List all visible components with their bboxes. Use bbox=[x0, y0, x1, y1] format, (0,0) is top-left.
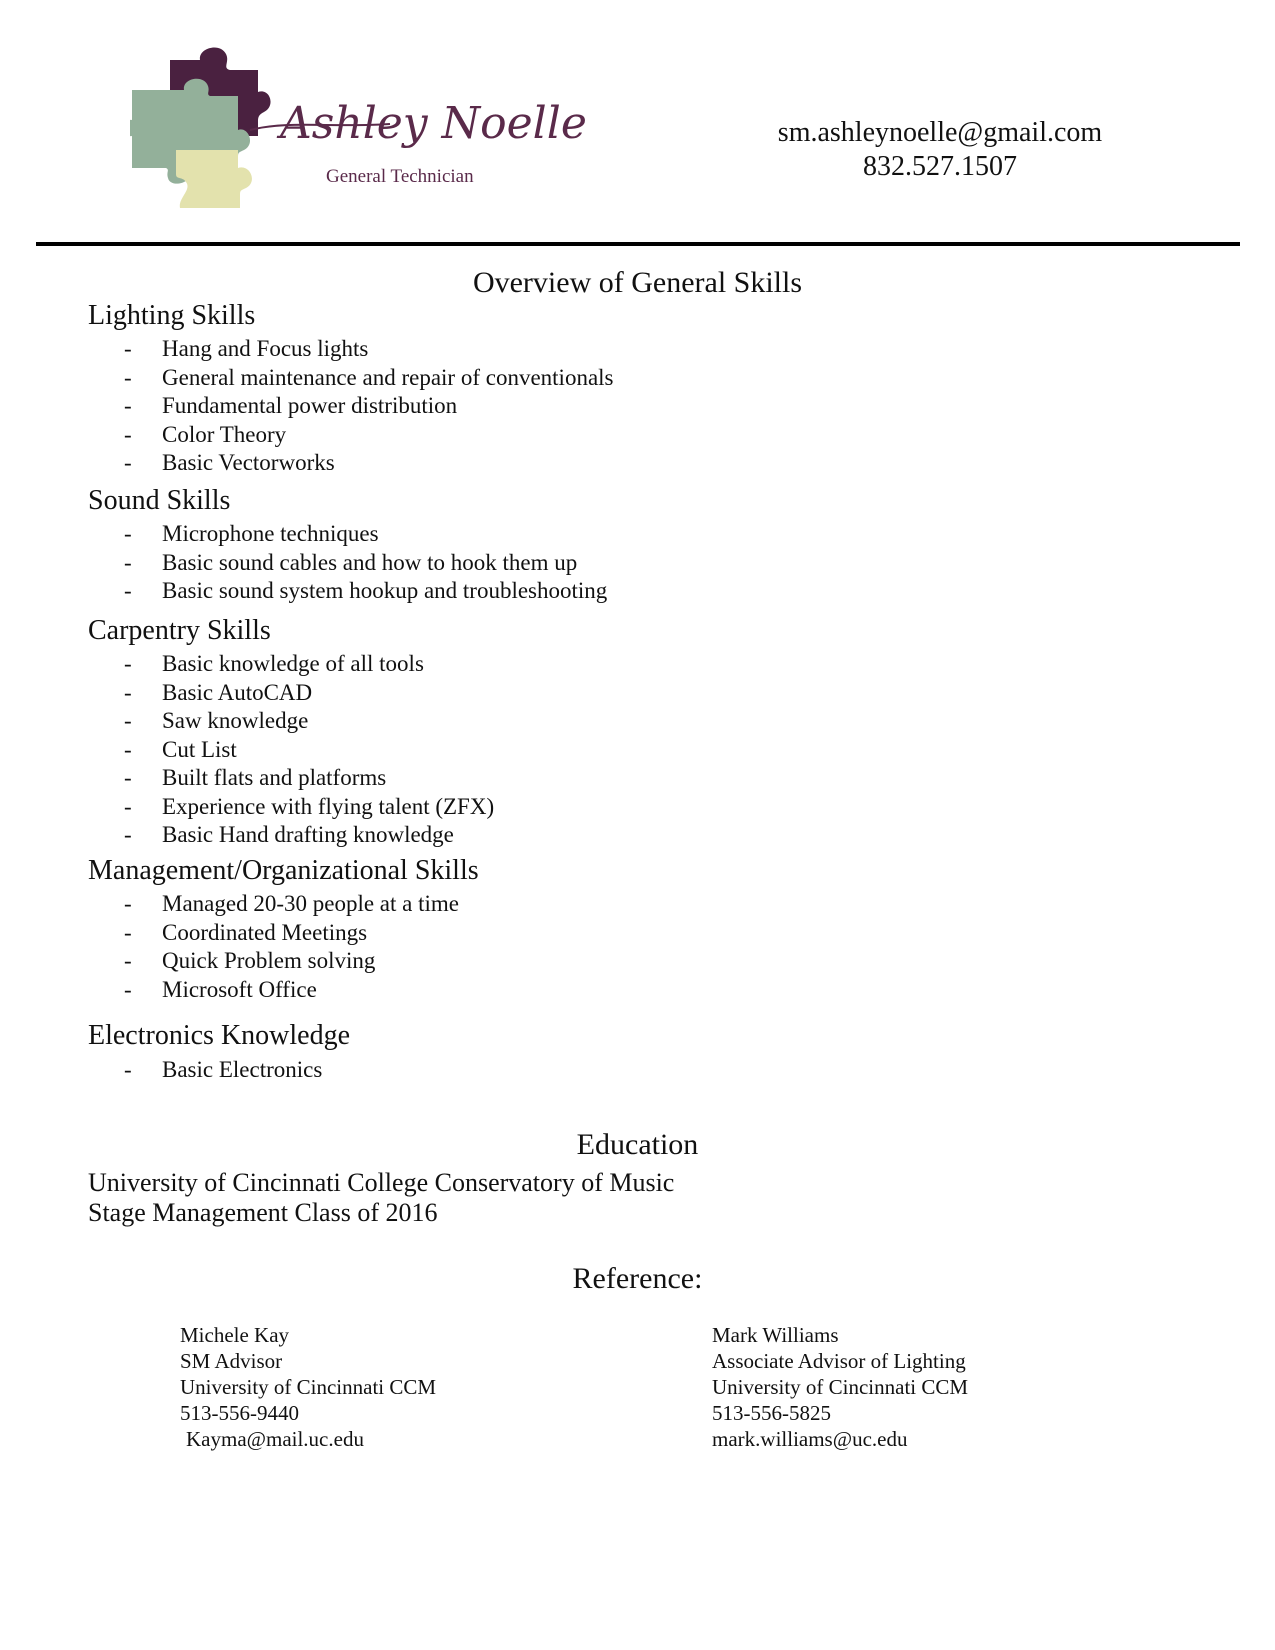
list-item: - Coordinated Meetings bbox=[124, 919, 368, 945]
section-heading-carpentry: Carpentry Skills bbox=[88, 615, 271, 646]
puzzle-logo-icon bbox=[130, 40, 590, 220]
email-address[interactable]: sm.ashleynoelle@gmail.com bbox=[777, 117, 1103, 148]
reference-phone: 513-556-9440 bbox=[180, 1401, 299, 1425]
reference-email[interactable]: Kayma@mail.uc.edu bbox=[186, 1427, 364, 1451]
reference-name: Mark Williams bbox=[712, 1323, 839, 1347]
reference-org: University of Cincinnati CCM bbox=[180, 1375, 437, 1399]
list-item: - Microsoft Office bbox=[124, 976, 317, 1002]
puzzle-piece-yellow-icon bbox=[176, 150, 252, 208]
carpentry-skills-list bbox=[124, 650, 494, 850]
management-skills-list bbox=[124, 890, 459, 1004]
lighting-skills-list bbox=[124, 335, 614, 478]
education-title: Education bbox=[576, 1128, 699, 1161]
phone-number: 832.527.1507 bbox=[863, 151, 1017, 182]
reference-role: Associate Advisor of Lighting bbox=[712, 1349, 966, 1373]
list-item: - Basic Vectorworks bbox=[124, 450, 335, 475]
list-item: - Basic AutoCAD bbox=[124, 679, 313, 705]
sound-skills-list bbox=[124, 520, 607, 606]
list-item: - Basic Electronics bbox=[124, 1057, 323, 1082]
list-item: - Color Theory bbox=[124, 421, 287, 447]
electronics-skills-list bbox=[124, 1056, 322, 1085]
overview-title: Overview of General Skills bbox=[472, 266, 803, 299]
logo-name: Ashley Noelle bbox=[280, 98, 587, 149]
education-school: University of Cincinnati College Conservatory of Music bbox=[88, 1168, 675, 1197]
reference-title: Reference: bbox=[572, 1262, 703, 1295]
list-item: - Built flats and platforms bbox=[124, 765, 387, 790]
list-item: - Hang and Focus lights bbox=[124, 336, 369, 361]
list-item: - Microphone techniques bbox=[124, 521, 379, 546]
reference-card-michele-kay bbox=[180, 1322, 436, 1452]
list-item: - Saw knowledge bbox=[124, 708, 309, 733]
header-divider bbox=[36, 242, 1240, 246]
list-item: - General maintenance and repair of conventionals bbox=[124, 364, 614, 390]
education-program: Stage Management Class of 2016 bbox=[88, 1198, 438, 1227]
list-item: - Cut List bbox=[124, 736, 237, 762]
list-item: - Experience with flying talent (ZFX) bbox=[124, 793, 495, 819]
list-item: - Basic sound cables and how to hook them up bbox=[124, 549, 578, 575]
reference-org: University of Cincinnati CCM bbox=[712, 1375, 969, 1399]
list-item: - Fundamental power distribution bbox=[124, 393, 458, 418]
reference-phone: 513-556-5825 bbox=[712, 1401, 831, 1425]
section-heading-management: Management/Organizational Skills bbox=[88, 855, 479, 886]
reference-email[interactable]: mark.williams@uc.edu bbox=[712, 1427, 908, 1451]
list-item: - Basic sound system hookup and troubleshooting bbox=[124, 578, 608, 603]
section-heading-lighting: Lighting Skills bbox=[88, 300, 256, 331]
section-heading-sound: Sound Skills bbox=[88, 485, 231, 516]
logo bbox=[130, 40, 590, 220]
list-item: - Quick Problem solving bbox=[124, 948, 376, 973]
contact-block bbox=[700, 116, 1180, 184]
list-item: - Basic knowledge of all tools bbox=[124, 651, 424, 676]
reference-card-mark-williams bbox=[712, 1322, 968, 1452]
section-heading-electronics: Electronics Knowledge bbox=[88, 1020, 351, 1051]
logo-subtitle: General Technician bbox=[326, 166, 474, 187]
reference-name: Michele Kay bbox=[180, 1323, 290, 1347]
reference-role: SM Advisor bbox=[180, 1349, 283, 1373]
list-item: - Managed 20-30 people at a time bbox=[124, 891, 459, 916]
list-item: - Basic Hand drafting knowledge bbox=[124, 822, 454, 847]
